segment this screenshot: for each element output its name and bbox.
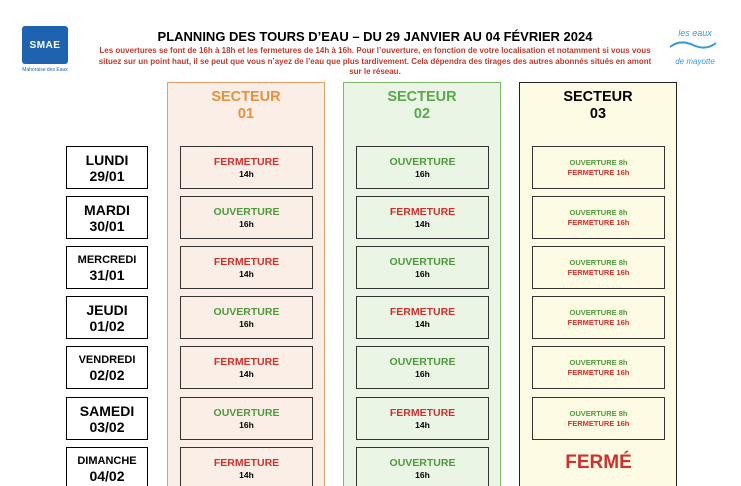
status-label: FERMETURE — [389, 305, 456, 318]
sector1-schedule-cell — [180, 146, 313, 189]
day-date: 31/01 — [89, 266, 125, 283]
open-label: OUVERTURE 8h — [569, 307, 628, 317]
day-label — [66, 447, 148, 486]
status-time: 14h — [415, 218, 430, 229]
status-label: OUVERTURE — [389, 456, 456, 469]
open-label: OUVERTURE 8h — [569, 157, 628, 167]
status-label: FERMETURE — [213, 355, 280, 368]
status-label: OUVERTURE — [213, 205, 280, 218]
sector2-schedule-cell — [356, 346, 489, 389]
day-label — [66, 296, 148, 339]
sector3-schedule-cell — [532, 146, 665, 189]
smae-logo-subtext: Mahoraise des Eaux — [22, 67, 68, 73]
day-label — [66, 196, 148, 239]
day-date: 29/01 — [89, 167, 125, 184]
day-name: MERCREDI — [77, 253, 137, 266]
status-label: FERMETURE — [213, 255, 280, 268]
status-label: OUVERTURE — [389, 355, 456, 368]
smae-logo-badge: SMAE — [22, 26, 68, 64]
status-time: 14h — [415, 318, 430, 329]
status-time: 16h — [415, 168, 430, 179]
status-label: OUVERTURE — [389, 255, 456, 268]
close-label: FERMETURE 16h — [567, 418, 630, 428]
sector2-schedule-cell — [356, 146, 489, 189]
open-label: OUVERTURE 8h — [569, 357, 628, 367]
day-date: 04/02 — [89, 467, 125, 484]
sector1-schedule-cell — [180, 397, 313, 440]
notice-text: Les ouvertures se font de 16h à 18h et les fermetures de 14h à 16h. Pour l’ouverture, en fonction de votre localisation et notamment si vous vous situez sur un point haut, il se peut que vous n’ayez de l’eau que plus tardivement. Cela dépendra des tirages des autres abonnés situés en amont sur le réseau. — [98, 46, 652, 76]
sector-03-sunday-closed: FERMÉ — [565, 452, 632, 473]
status-label: FERMETURE — [389, 406, 456, 419]
close-label: FERMETURE 16h — [567, 317, 630, 327]
day-name: SAMEDI — [79, 402, 135, 419]
sector1-schedule-cell — [180, 346, 313, 389]
sector-03-number: 03 — [589, 106, 607, 122]
close-label: FERMETURE 16h — [567, 217, 630, 227]
day-date: 30/01 — [89, 217, 125, 234]
day-label — [66, 397, 148, 440]
sector1-schedule-cell — [180, 447, 313, 486]
status-time: 14h — [415, 419, 430, 430]
status-label: OUVERTURE — [213, 305, 280, 318]
status-time: 16h — [415, 469, 430, 480]
sector1-schedule-cell — [180, 246, 313, 289]
day-name: LUNDI — [85, 151, 129, 168]
sector2-schedule-cell — [356, 246, 489, 289]
day-date: 02/02 — [89, 366, 125, 383]
status-label: OUVERTURE — [389, 155, 456, 168]
status-time: 16h — [415, 268, 430, 279]
sector1-schedule-cell — [180, 296, 313, 339]
open-label: OUVERTURE 8h — [569, 207, 628, 217]
sector2-schedule-cell — [356, 397, 489, 440]
logo-right-line2: de mayotte — [675, 57, 715, 66]
sector3-schedule-cell — [532, 246, 665, 289]
status-label: OUVERTURE — [213, 406, 280, 419]
page-title: PLANNING DES TOURS D’EAU – DU 29 JANVIER AU 04 FÉVRIER 2024 — [157, 29, 593, 44]
sector3-schedule-cell — [532, 346, 665, 389]
close-label: FERMETURE 16h — [567, 267, 630, 277]
status-time: 14h — [239, 168, 254, 179]
status-label: FERMETURE — [213, 155, 280, 168]
status-label: FERMETURE — [213, 456, 280, 469]
status-time: 16h — [239, 419, 254, 430]
status-time: 16h — [415, 368, 430, 379]
sector3-schedule-cell — [532, 296, 665, 339]
logo-right-line1: les eaux — [678, 28, 712, 38]
sector3-schedule-cell — [532, 397, 665, 440]
status-time: 14h — [239, 469, 254, 480]
sector-01-label: SECTEUR — [211, 89, 281, 105]
day-label — [66, 346, 148, 389]
sector-02-number: 02 — [413, 106, 431, 122]
day-name: MARDI — [84, 201, 130, 218]
sector2-schedule-cell — [356, 447, 489, 486]
day-date: 01/02 — [89, 317, 125, 334]
status-time: 14h — [239, 268, 254, 279]
sector-03-label: SECTEUR — [563, 89, 633, 105]
day-name: JEUDI — [86, 301, 128, 318]
day-label — [66, 246, 148, 289]
status-time: 14h — [239, 368, 254, 379]
sector-01-number: 01 — [237, 106, 255, 122]
day-name: DIMANCHE — [77, 454, 137, 467]
status-time: 16h — [239, 318, 254, 329]
sector2-schedule-cell — [356, 196, 489, 239]
sector2-schedule-cell — [356, 296, 489, 339]
eaux-de-mayotte-logo — [668, 28, 722, 74]
day-label — [66, 146, 148, 189]
sector3-schedule-cell — [532, 196, 665, 239]
status-label: FERMETURE — [389, 205, 456, 218]
day-name: VENDREDI — [78, 353, 136, 366]
sector-02-label: SECTEUR — [387, 89, 457, 105]
sector1-schedule-cell — [180, 196, 313, 239]
status-time: 16h — [239, 218, 254, 229]
day-date: 03/02 — [89, 418, 125, 435]
open-label: OUVERTURE 8h — [569, 408, 628, 418]
close-label: FERMETURE 16h — [567, 167, 630, 177]
wave-icon — [668, 39, 718, 51]
open-label: OUVERTURE 8h — [569, 257, 628, 267]
smae-logo — [22, 26, 72, 82]
close-label: FERMETURE 16h — [567, 367, 630, 377]
